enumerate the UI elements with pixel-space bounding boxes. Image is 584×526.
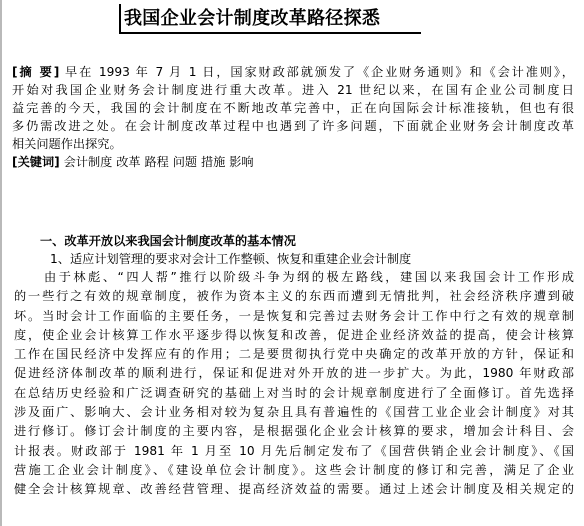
- section-subheading: 1、适应计划管理的要求对会计工作整顿、恢复和重建企业会计制度: [50, 252, 412, 266]
- document-title: 我国企业会计制度改革路径探悉: [124, 8, 381, 29]
- abstract-line: 开始对我国企业财务会计制度进行重大改革。进入 21 世纪以来，在国有企业公司制度日: [12, 83, 574, 97]
- abstract-line: 多仍需改进之处。在会计制度改革过程中也遇到了许多问题，下面就企业财务会计制度改革: [12, 119, 574, 133]
- left-margin-rule: [0, 0, 2, 526]
- keywords-tag: [关键词]: [12, 155, 60, 169]
- abstract-line: 相关问题作出探究。: [12, 137, 122, 151]
- body-line: 健全会计核算规章、改善经营管理、提高经济效益的需要。通过上述会计制度及相关规定的: [14, 482, 574, 497]
- abstract-tag: [摘 要]: [12, 65, 60, 79]
- section-heading: 一、改革开放以来我国会计制度改革的基本情况: [40, 234, 296, 248]
- body-line: 在总结历史经验和广泛调查研究的基础上对当时的会计规章制度进行了全面修订。首先选择: [14, 385, 574, 400]
- keywords-line: [12, 153, 574, 171]
- body-line: 的一些行之有效的规章制度，被作为资本主义的东西而遭到无情批判，社会经济秩序遭到破: [14, 289, 574, 304]
- body-line: 营施工企业会计制度》、《建设单位会计制度》。这些会计制度的修订和完善，满足了企业: [14, 462, 574, 477]
- body-line: 计报表。财政部于 1981 年 1 月至 10 月先后制定发布了《国营供销企业会计制度》、《国: [14, 443, 574, 458]
- body-line: 由于林彪、“四人帮”推行以阶级斗争为纲的极左路线，建国以来我国会计工作形成: [44, 270, 574, 284]
- body-line: 涉及面广、影响大、会计业务相对较为复杂且具有普遍性的《国营工业企业会计制度》对其: [14, 405, 574, 420]
- body-line: 坏。当时会计工作面临的主要任务，一是恢复和完善过去财务会计工作中行之有效的规章制: [14, 308, 574, 323]
- body-line: 度，使企业会计核算工作水平逐步得以恢复和改善，促进企业经济效益的提高，使会计核算: [14, 327, 574, 342]
- body-line: 工作在国民经济中发挥应有的作用；二是要贯彻执行党中央确定的改革开放的方针，保证和: [14, 347, 574, 362]
- abstract-block: [12, 63, 574, 171]
- abstract-text: 早在 1993 年 7 月 1 日，国家财政部就颁发了《企业财务通则》和《会计准则》，: [65, 65, 574, 79]
- abstract-line: [12, 63, 574, 81]
- keywords-text: 会计制度 改革 路程 问题 措施 影响: [63, 155, 254, 169]
- body-paragraph: [14, 268, 574, 500]
- body-line: 进行修订。修订会计制度的主要内容，是根据强化企业会计核算的要求，增加会计科目、会: [14, 424, 574, 439]
- body-line: 促进经济体制改革的顺利进行，保证和促进对外开放的进一步扩大。为此，1980 年财政部: [14, 366, 574, 381]
- abstract-line: 益完善的今天，我国的会计制度在不断地改革完善中，正在向国际会计标准接轨，但也有很: [12, 101, 574, 115]
